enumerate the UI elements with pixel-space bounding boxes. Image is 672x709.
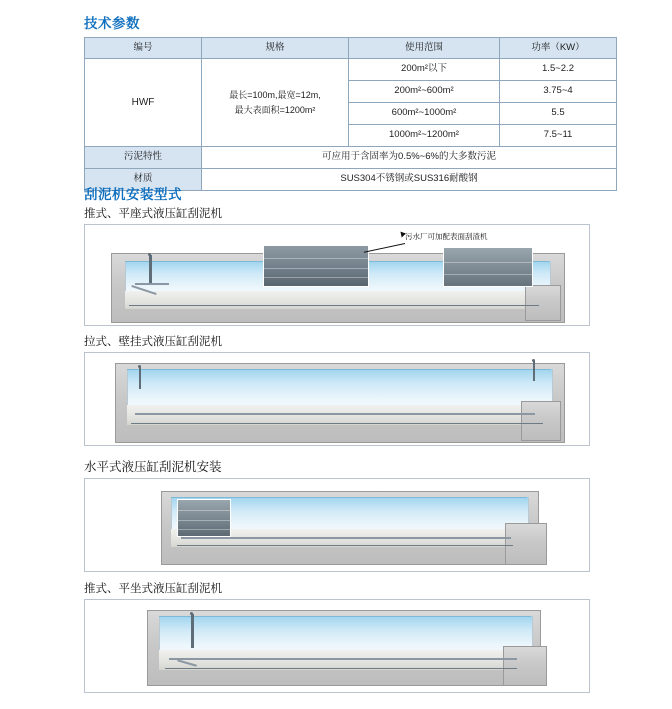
floor-rail-3 bbox=[177, 545, 513, 546]
cell-size-line2: 最大表面积=1200m² bbox=[234, 104, 316, 115]
sludge-hopper-4 bbox=[503, 646, 547, 686]
cell-range-2: 200m²~600m² bbox=[349, 81, 500, 103]
cell-power-2: 3.75~4 bbox=[500, 81, 617, 103]
sludge-hopper-1 bbox=[525, 285, 561, 321]
page-title-specs: 技术参数 bbox=[84, 16, 140, 31]
diagram-1 bbox=[84, 224, 590, 326]
scraper-beam-2 bbox=[135, 413, 535, 415]
callout-label-1: 污水厂可加配表面刮渣机 bbox=[405, 232, 488, 241]
callout-leader-line-1 bbox=[364, 243, 405, 253]
floor-rail-1 bbox=[129, 305, 539, 306]
th-power: 功率（KW） bbox=[500, 38, 617, 59]
cell-power-1: 1.5~2.2 bbox=[500, 59, 617, 81]
water-surface-line-4 bbox=[159, 616, 531, 617]
spec-table bbox=[84, 37, 617, 191]
table-header-row bbox=[85, 38, 617, 59]
page-title-install: 刮泥机安装型式 bbox=[84, 187, 182, 202]
pivot-dot-1 bbox=[148, 253, 151, 256]
cell-range-3: 600m²~1000m² bbox=[349, 103, 500, 125]
diagram-4 bbox=[84, 599, 590, 693]
photo-inset-scraper-bridge bbox=[263, 245, 369, 287]
table-row bbox=[85, 59, 617, 81]
cell-power-4: 7.5~11 bbox=[500, 125, 617, 147]
hydraulic-mast-1 bbox=[149, 255, 152, 285]
pivot-dot-4 bbox=[190, 612, 193, 615]
sludge-bed-1 bbox=[125, 291, 549, 309]
photo-inset-horizontal-cylinder bbox=[177, 499, 231, 537]
th-code: 编号 bbox=[85, 38, 202, 59]
cell-power-3: 5.5 bbox=[500, 103, 617, 125]
cell-range-1: 200m²以下 bbox=[349, 59, 500, 81]
scraper-beam-1 bbox=[135, 283, 169, 285]
sludge-hopper-2 bbox=[521, 401, 561, 441]
diagram-2 bbox=[84, 352, 590, 446]
diagram-label-1: 推式、平座式液压缸刮泥机 bbox=[84, 208, 222, 220]
cell-size-line1: 最长=100m,最宽=12m, bbox=[229, 90, 321, 101]
cell-label-sludge: 污泥特性 bbox=[85, 147, 202, 169]
cell-value-sludge: 可应用于含固率为0.5%~6%的大多数污泥 bbox=[202, 147, 617, 169]
cell-model: HWF bbox=[85, 59, 202, 147]
cell-value-material: SUS304不锈钢或SUS316耐酸钢 bbox=[202, 169, 617, 191]
pivot-dot-right-2 bbox=[532, 359, 535, 362]
callout-arrow-1 bbox=[400, 231, 406, 238]
hydraulic-mast-4 bbox=[191, 614, 194, 648]
pivot-dot-2 bbox=[138, 365, 141, 368]
cell-size bbox=[202, 59, 349, 147]
floor-rail-2 bbox=[131, 423, 543, 424]
photo-inset-tank-rail bbox=[443, 247, 533, 287]
scraper-beam-4 bbox=[169, 658, 517, 660]
sludge-bed-2 bbox=[127, 405, 551, 425]
th-range: 使用范围 bbox=[349, 38, 500, 59]
scraper-beam-3 bbox=[181, 537, 511, 539]
sludge-bed-4 bbox=[159, 650, 531, 670]
diagram-label-4: 推式、平坐式液压缸刮泥机 bbox=[84, 583, 222, 595]
wall-mount-mast-right-2 bbox=[533, 361, 535, 381]
cell-label-material: 材质 bbox=[85, 169, 202, 191]
table-row bbox=[85, 147, 617, 169]
water-surface-line-3 bbox=[171, 497, 527, 498]
diagram-label-2: 拉式、壁挂式液压缸刮泥机 bbox=[84, 336, 222, 348]
diagram-label-3: 水平式液压缸刮泥机安装 bbox=[84, 460, 222, 474]
cell-range-4: 1000m²~1200m² bbox=[349, 125, 500, 147]
water-surface-line-2 bbox=[127, 369, 551, 370]
wall-mount-mast-2 bbox=[139, 367, 141, 389]
floor-rail-4 bbox=[165, 668, 517, 669]
sludge-hopper-3 bbox=[505, 523, 547, 565]
th-spec: 规格 bbox=[202, 38, 349, 59]
diagram-3 bbox=[84, 478, 590, 572]
